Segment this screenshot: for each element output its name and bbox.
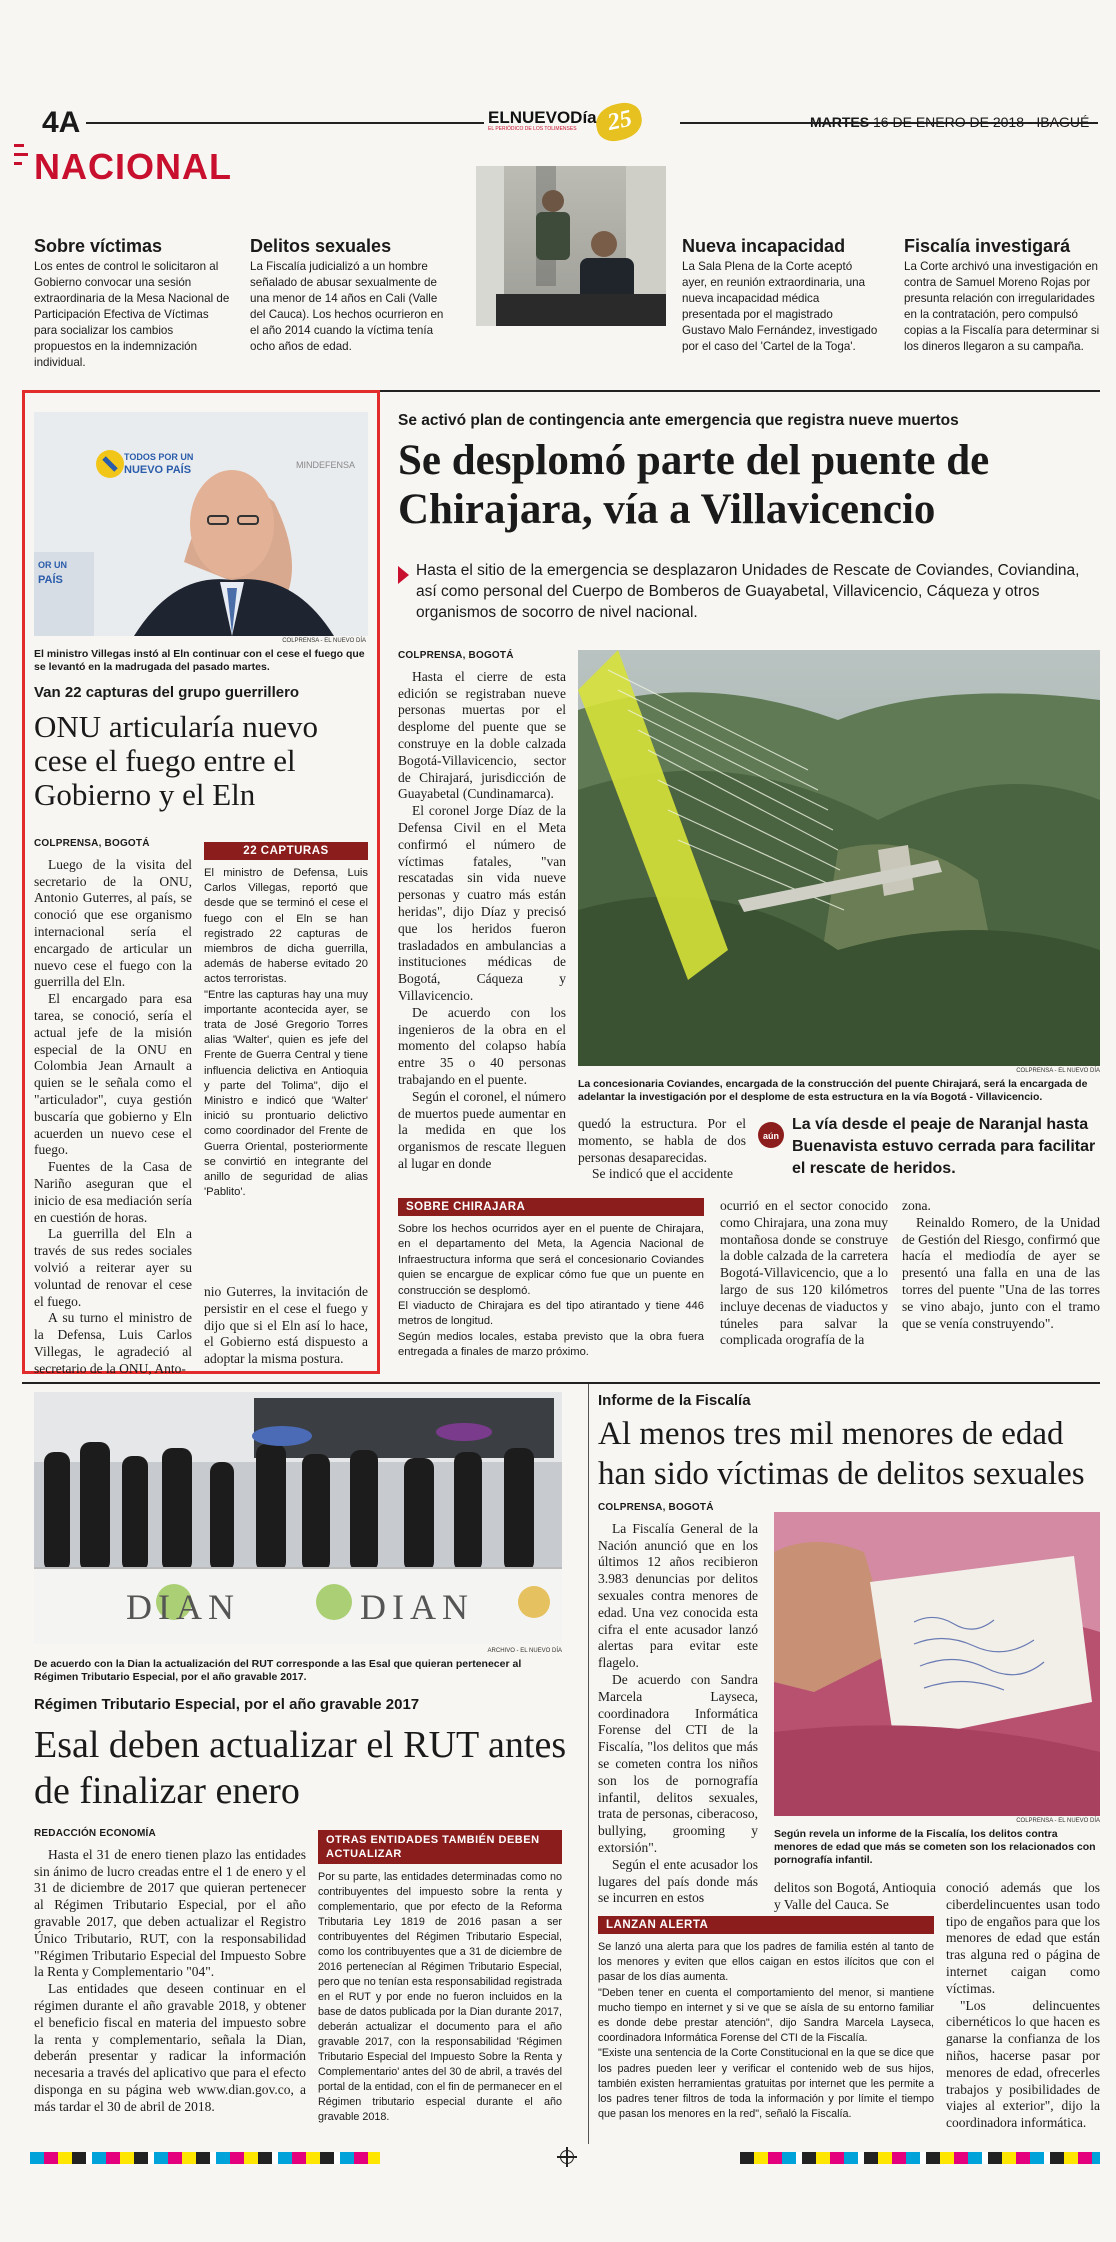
header-rule <box>86 122 484 124</box>
pullquote-icon: aún <box>758 1122 784 1148</box>
bridge-column-4: zona. Reinaldo Romero, de la Unidad de Gestión del Riesgo, confirmó que hacía el mediodía de ayer se presentó una falla en una de las torres del puente "Una de las torres se vino abajo, junto con el tramo que se venía construyendo". <box>902 1198 1100 1331</box>
dian-caption: De acuerdo con la Dian la actualización del RUT corresponde a las Esal que quieran pertenecer al Régimen Tributario Especial, por el año gravable 2017. <box>34 1658 522 1683</box>
villegas-photo-art <box>34 412 368 636</box>
brief-delitos: Delitos sexuales La Fiscalía judicializó a un hombre señalado de abusar sexualmente de una menor de 14 años en Cali (Valle del Cauca). Los hechos ocurrieron en el año 2014 cuando la víctima tenía ocho años de edad. <box>250 236 444 353</box>
fiscalia-column-3: conoció además que los ciberdelincuentes usan todo tipo de engaños para que los menores de edad que están tras alguna red o página de internet caigan como víctimas. "Los delincuentes cibernéticos lo que hacen es ganarse la confianza de los niños, hacerse pasar por menores de edad, ofrecerles trabajos y posibilidades de viajes al exterior", dijo la coordinadora informática. <box>946 1880 1100 2131</box>
villegas-caption: El ministro Villegas instó al Eln continuar con el cese el fuego que se levantó en la madrugada del pasado martes. <box>34 648 365 673</box>
bridge-column-3: ocurrió en el sector conocido como Chirajara, una zona muy montañosa donde se construye la doble calzada de la carretera Bogotá-Villavicencio, que a lo largo de sus 120 kilómetros incluye decenas de viaductos y túneles para salvar la complicada orografía de la <box>720 1198 888 1348</box>
eln-headline: ONU articularía nuevo cese el fuego entre el Gobierno y el Eln <box>34 709 319 812</box>
page-number: 4A <box>42 106 81 139</box>
court-photo <box>476 166 666 326</box>
villegas-photo-credit: COLPRENSA - EL NUEVO DÍA <box>282 638 366 644</box>
bridge-pullquote: La vía desde el peaje de Naranjal hasta Buenavista estuvo cerrada para facilitar el rescate de heridos. <box>792 1116 1096 1177</box>
rut-column-1: REDACCIÓN ECONOMÍA Hasta el 31 de enero tienen plazo las entidades sin ánimo de lucro creadas entre el 1 de enero y el 31 de diciembre de 2017 que quieran pertenecer al Régimen Tributario Especial, por el año gravable 2017, que deben actualizar el Registro Único Tributario, RUT, con la responsabilidad "Régimen Tributario Especial del Impuesto Sobre la Renta y Complementario "04". Las entidades que deseen continuar en el régimen durante el año gravable 2018, y obtener el beneficio fiscal en materia del impuesto sobre la renta y complementario, señala la Dian, deberán presentar y radicar la información necesaria a través del aplicativo que para el efecto disponga en su página web www.dian.gov.co, a más tardar el 30 de abril de 2018. <box>34 1828 306 2114</box>
rut-headline: Esal deben actualizar el RUT antes de finalizar enero <box>34 1724 567 1812</box>
fiscalia-sidebar-lanzan-alerta: LANZAN ALERTA Se lanzó una alerta para que los padres de familia estén al tanto de los menores y eviten que ellos caigan en estos ilícitos que con el pasar de los días aumenta. "Deben tener en cuenta el comportamiento del menor, si mantiene mucho tiempo en internet y si ve que se aísla de su entorno familiar es donde debe prestar atención", dijo Sandra Marcela Layseca, coordinadora Informática Forense del CTI de la Fiscalía. "Existe una sentencia de la Corte Constitucional en la que se dice que los padres pueden leer y verificar el contenido web de sus hijos, también existen herramientas gratuitas por internet que les permite a los padres tener filtros de toda la información y por límite el tiempo que pasan los menores en la red", señaló la Fiscalía. <box>598 1916 934 2122</box>
registration-mark <box>560 2150 574 2164</box>
section-marks <box>14 140 32 180</box>
fiscalia-photo-credit: COLPRENSA - EL NUEVO DÍA <box>1016 1818 1100 1824</box>
dian-photo-art <box>34 1392 562 1644</box>
brief-incapacidad: Nueva incapacidad La Sala Plena de la Corte aceptó ayer, en reunión extraordinaria, una nueva incapacidad médica presentada por el magistrado Gustavo Malo Fernández, investigado por el caso del 'Cartel de la Toga'. <box>682 236 878 353</box>
eln-sidebar-22-capturas: 22 CAPTURAS El ministro de Defensa, Luis Carlos Villegas, reportó que desde que se terminó el cese el fuego con el Eln se han registrado 22 capturas de miembros de dicha guerrilla, además de haberse evitado 20 actos terroristas. "Entre las capturas hay una muy importante acontecida ayer, se trata de José Gregorio Torres alias 'Walter', quien es jefe del Frente de Guerra Central y tiene influencia delictiva en Antioquia y parte del Tolima", dijo el Ministro e indicó que 'Walter' inició su prontuario delictivo como coordinador del Frente de Guerra Oriental, posteriormente se convirtió en integrante del anillo de seguridad de alias 'Pablito'. <box>204 842 368 1200</box>
bridge-deck: Hasta el sitio de la emergencia se desplazaron Unidades de Rescate de Coviandes, Coviandina, así como personal del Cuerpo de Bomberos de Guayabetal, Villavicencio, Cáqueza y otros organismos de socorro de nivel nacional. <box>416 562 1080 621</box>
eln-column-1: COLPRENSA, BOGOTÁ Luego de la visita del secretario de la ONU, Antonio Guterres, al país, se conoció que ese organismo internacional sería el encargado de articular un nuevo cese el fuego con la guerrilla del Eln. El encargado para esa tarea, se conoció, sería el actual jefe de la misión especial de la ONU en Colombia Jean Arnault a quien se le señala como el "articulador", cuya gestión buscaría que gobierno y Eln acuerden un nuevo cese el fuego. Fuentes de la Casa de Nariño aseguran que el inicio de esa mediación sería en cuestión de horas. La guerrilla del Eln a través de sus redes sociales volvió a reiterar ayer su voluntad de renovar el cese el fuego. A su turno el ministro de la Defensa, Luis Carlos Villegas, le agradeció al secretario de la ONU, Anto- <box>34 838 192 1376</box>
eln-column-2-end: nio Guterres, la invitación de persistir en el cese el fuego y dijo que si el Eln así lo hace, el Gobierno está dispuesto a adoptar la misma postura. <box>204 1284 368 1367</box>
bridge-sidebar-chirajara: SOBRE CHIRAJARA Sobre los hechos ocurridos ayer en el puente de Chirajara, en el departamento del Meta, la Agencia Nacional de Infraestructura informa que será el concesionario Coviandes quien se encargue de explicar cómo fue que un puente en construcción se desplomó. El viaducto de Chirajara es del tipo atirantado y tiene 446 metros de longitud. Según medios locales, estaba previsto que la obra fuera entregada a finales de marzo próximo. <box>398 1198 704 1361</box>
dian-photo <box>34 1392 562 1644</box>
bridge-column-2: quedó la estructura. Por el momento, se habla de dos personas desaparecidas. Se indicó que el accidente <box>578 1116 746 1182</box>
bridge-photo <box>578 650 1100 1066</box>
issue-date: MARTES 16 DE ENERO DE 2018 - IBAGUÉ <box>810 114 1090 130</box>
print-color-bar-left <box>30 2152 380 2164</box>
bridge-caption: La concesionaria Coviandes, encargada de la construcción del puente Chirajará, será la encargada de adelantar la investigación por el desplome de esta estructura en la vía Bogotá - Villavicencio. <box>578 1078 1088 1103</box>
eln-kicker: Van 22 capturas del grupo guerrillero <box>34 684 300 701</box>
fiscalia-column-1: COLPRENSA, BOGOTÁ La Fiscalía General de la Nación anunció que en los últimos 12 años recibieron 3.983 denuncias por delitos sexuales contra menores de edad. Una vez conocida esta cifra el ente acusador lanzó alertas para evitar este flagelo. De acuerdo con Sandra Marcela Layseca, coordinadora Informática Forense del CTI de la Fiscalía, "los delitos que más se cometen contra los niños son los de pornografía infantil, delitos sexuales, trata de personas, ciberacoso, bullying, grooming y extorsión". Según el ente acusador los lugares del país donde más se incurren en estos <box>598 1502 758 1906</box>
bridge-photo-credit: COLPRENSA - EL NUEVO DÍA <box>1016 1068 1100 1074</box>
dian-banner-2: DIAN <box>360 1587 474 1627</box>
bottom-section-divider <box>588 1384 589 2144</box>
fiscalia-headline: Al menos tres mil menores de edad han sido víctimas de delitos sexuales <box>598 1416 1085 1492</box>
court-photo-art <box>476 166 666 326</box>
brief-fiscalia: Fiscalía investigará La Corte archivó una investigación en contra de Samuel Moreno Rojas por presunta relación con irregularidades en la contratación, pero compulsó copias a la Fiscalía para determinar si los dineros llegaron a su campaña. <box>904 236 1100 353</box>
bridge-kicker: Se activó plan de contingencia ante emergencia que registra nueve muertos <box>398 412 959 429</box>
deck-marker <box>398 566 409 584</box>
bridge-column-1: COLPRENSA, BOGOTÁ Hasta el cierre de esta edición se registraban nueve personas muertas por el desplome del puente que se construye en la doble calzada Bogotá-Villavicencio, sector de Chirajará, jurisdicción de Guayabetal (Cundinamarca). El coronel Jorge Díaz de la Defensa Civil en el Meta confirmó el número de víctimas fatales, "van rescatadas sin vida nueve personas y cuatro más están heridas", dijo Díaz y precisó que los heridos fueron trasladados en ambulancias a instituciones médicas de Bogotá, Cáqueza y Villavicencio. De acuerdo con los ingenieros de la obra en el momento del colapso había entre 35 o 40 personas trabajando en el puente. Según el coronel, el número de muertos puede aumentar en la medida en que los organismos de rescate lleguen al lugar en donde <box>398 650 566 1171</box>
fiscalia-photo-art <box>774 1512 1100 1816</box>
dian-photo-credit: ARCHIVO - EL NUEVO DÍA <box>487 1648 562 1654</box>
fiscalia-column-2: delitos son Bogotá, Antioquia y Valle del Cauca. Se <box>774 1880 936 1912</box>
section-title: NACIONAL <box>34 146 232 187</box>
fiscalia-kicker: Informe de la Fiscalía <box>598 1392 751 1409</box>
villegas-photo: TODOS POR UN NUEVO PAÍS MINDEFENSA OR UN PAÍS <box>34 412 368 636</box>
dian-banner-1: DIAN <box>126 1587 240 1627</box>
masthead-logo: ELNUEVODía EL PERIÓDICO DE LOS TOLIMENSES 25 <box>488 108 648 138</box>
brief-victimas: Sobre víctimas Los entes de control le solicitaron al Gobierno convocar una sesión extraordinaria de la Mesa Nacional de Participación Efectiva de Víctimas para socializar los cambios propuestos en la indemnización individual. <box>34 236 230 369</box>
fiscalia-photo <box>774 1512 1100 1816</box>
fiscalia-caption: Según revela un informe de la Fiscalía, los delitos contra menores de edad que más se cometen son los relacionados con pornografía infantil. <box>774 1828 1096 1866</box>
bridge-headline: Se desplomó parte del puente de Chirajara, vía a Villavicencio <box>398 437 990 533</box>
rut-sidebar-otras-entidades: OTRAS ENTIDADES TAMBIÉN DEBEN ACTUALIZAR Por su parte, las entidades determinadas como no contribuyentes del impuesto sobre la renta y complementario, que por efecto de la Reforma Tributaria Ley 1819 de 2016 pasan a ser contribuyentes del Régimen Tributario Especial, como los contribuyentes que a 31 de diciembre de 2016 pertenecían al Régimen Tributario Especial, pero que no tenían esta responsabilidad registrada en el RUT y por ende no fueron incluidos en la base de datos publicada por la Dian durante 2017, deberán actualizar el documento para el año gravable 2017, con la responsabilidad 'Régimen Tributario Especial del Impuesto Sobre la Renta y Complementario' antes del 30 de abril, a través del portal de la entidad, con el fin de permanecer en el Régimen tributario especial durante el año gravable 2018. <box>318 1830 562 2125</box>
print-color-bar-right <box>740 2152 1100 2164</box>
bottom-section-rule <box>22 1382 1100 1384</box>
bridge-photo-art <box>578 650 1100 1066</box>
rut-kicker: Régimen Tributario Especial, por el año gravable 2017 <box>34 1696 420 1713</box>
anniversary-badge: 25 <box>593 100 645 145</box>
